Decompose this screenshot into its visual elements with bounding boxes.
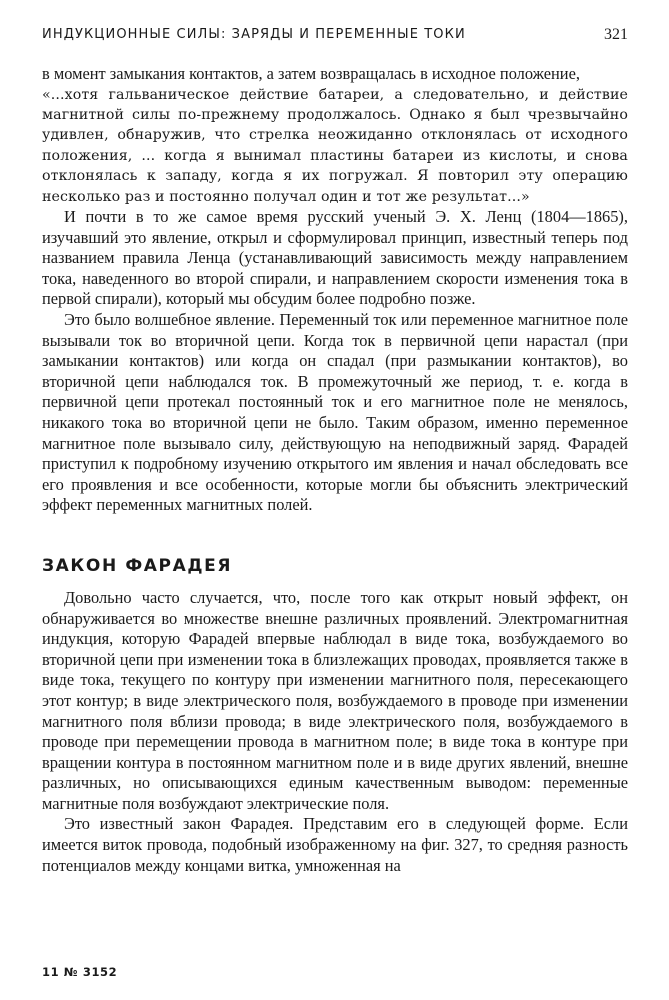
running-title: ИНДУКЦИОННЫЕ СИЛЫ: ЗАРЯДЫ И ПЕРЕМЕННЫЕ ТОКИ <box>42 27 466 42</box>
paragraph-continuation: в момент замыкания контактов, а затем возвращалась в исходное положение, <box>42 64 580 83</box>
paragraph-faraday-law: Это известный закон Фарадея. Представим его в следующей форме. Если имеется виток провода, подобный изображенному на фиг. 327, то средняя разность потенциалов между концами витка, умноженная на <box>42 814 628 875</box>
printer-signature: 11 № 3152 <box>42 965 118 979</box>
section-title: ЗАКОН ФАРАДЕЯ <box>42 555 233 576</box>
body-text <box>42 64 628 876</box>
page-number: 321 <box>604 26 628 43</box>
paragraph-lenz: И почти в то же самое время русский ученый Э. X. Ленц (1804—1865), изучавший это явление, открыл и сформулировал принцип, известный теперь под названием правила Ленца (устанавливающий зависимость между направлением тока, наведенного во второй спирали, и направлением скорости изменения тока в первой спирали), который мы обсудим более подробно позже. <box>42 207 628 309</box>
faraday-quote: «...хотя гальваническое действие батареи, а следовательно, и действие магнитной силы по-прежнему продолжалось. Однако я был чрезвычайно удивлен, обнаружив, что стрелка неожиданно отклонялась от исходного положения, ... когда я вынимал пластины батареи из кислоты, и снова отклонялась к западу, когда я их погружал. Я повторил эту операцию несколько раз и постоянно получал один и тот же результат...» <box>42 86 628 205</box>
running-head <box>42 26 628 46</box>
paragraph-magic-phenomenon: Это было волшебное явление. Переменный ток или переменное магнитное поле вызывали ток во вторичной цепи. Когда ток в первичной цепи нарастал (при замыкании контактов) или когда он спадал (при размыкании контактов), во вторичной цепи наблюдался ток. В промежуточный же период, т. е. когда в первичной цепи протекал постоянный ток и его магнитное поле не менялось, никакого тока во вторичной цепи не было. Таким образом, именно переменное магнитное поле вызывало силу, действующую на неподвижный заряд. Фарадей приступил к подробному изучению открытого им явления и начал обследовать все его проявления и все особенности, которые могли бы объяснить электрический эффект переменных магнитных полей. <box>42 310 628 515</box>
paragraph-induction-manifestations: Довольно часто случается, что, после того как открыт новый эффект, он обнаруживается во множестве внешне различных проявлений. Электромагнитная индукция, которую Фарадей впервые наблюдал в виде тока, возбуждаемого во вторичной цепи при изменении тока в близлежащих проводах, проявляется также в виде тока, текущего по контуру при изменении магнитного поля, пересекающего этот контур; в виде электрического поля, возбуждаемого в проводе при изменении магнитного поля вблизи провода; в виде электрического поля, возбуждаемого в проводе при перемещении провода в магнитном поле; в виде тока в контуре при вращении контура в постоянном магнитном поле и в виде других явлений, внешне различных, но описывающихся единым качественным выводом: переменные магнитные поля возбуждают электрические поля. <box>42 587 628 813</box>
